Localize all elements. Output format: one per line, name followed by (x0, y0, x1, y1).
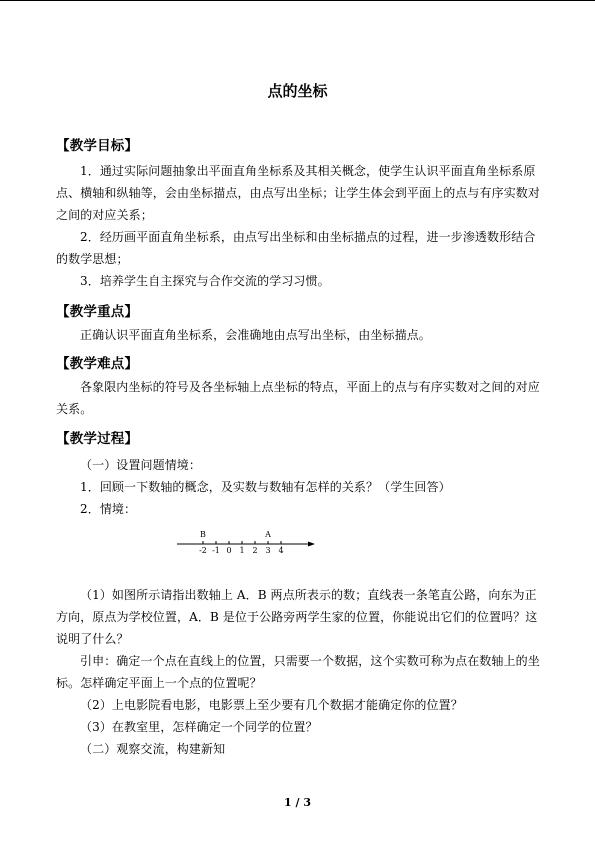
heading-teaching-goals: 【教学目标】 (56, 138, 139, 154)
situation-question-2: （2）上电影院看电影，电影票上至少要有几个数据才能确定你的位置？ (80, 698, 463, 712)
number-line-tick-label: 0 (226, 546, 232, 555)
process-step-1: （一）设置问题情境： (80, 458, 202, 472)
page-number: 1 / 3 (284, 796, 311, 809)
process-question-review: 1．回顾一下数轴的概念，及实数与数轴有怎样的关系？（学生回答） (80, 480, 451, 494)
key-points-paragraph: 正确认识平面直角坐标系，会准确地由点写出坐标，由坐标描点。 (80, 328, 431, 342)
situation-question-1: （1）如图所示请指出数轴上 A．B 两点所表示的数；直线表一条笔直公路，向东为正方向，原点为学校位置，A．B 是位于公路旁两学生家的位置，你能说出它们的位置吗？这说明了什么？ (56, 588, 538, 646)
heading-teaching-key-points: 【教学重点】 (56, 304, 139, 320)
number-line-point-label: B (200, 530, 206, 539)
page-title: 点的坐标 (267, 82, 328, 100)
extension-paragraph: 引申：确定一个点在直线上的位置，只需要一个数据，这个实数可称为点在数轴上的坐标。怎样确定平面上一个点的位置呢？ (56, 654, 540, 690)
number-line-tick-label: -2 (199, 546, 207, 555)
number-line-tick-label: 1 (239, 546, 245, 555)
number-line-tick-label: 2 (252, 546, 258, 555)
number-line-figure (175, 526, 320, 556)
number-line-tick-label: -1 (212, 546, 220, 555)
heading-teaching-difficulties: 【教学难点】 (56, 356, 139, 372)
process-step-2: （二）观察交流，构建新知 (80, 742, 226, 756)
process-situation-label: 2．情境： (80, 502, 137, 516)
goal-paragraph-1: 1．通过实际问题抽象出平面直角坐标系及其相关概念，使学生认识平面直角坐标系原点、横轴和纵轴等，会由坐标描点，由点写出坐标；让学生体会到平面上的点与有序实数对之间的对应关系； (56, 164, 541, 222)
number-line-tick-label: 4 (278, 546, 284, 555)
number-line-arrow-icon (308, 542, 315, 547)
number-line-tick-label: 3 (265, 546, 271, 555)
difficulties-paragraph: 各象限内坐标的符号及各坐标轴上点坐标的特点，平面上的点与有序实数对之间的对应关系。 (56, 380, 540, 416)
goal-paragraph-3: 3．培养学生自主探究与合作交流的学习习惯。 (80, 274, 330, 288)
goal-paragraph-2: 2．经历画平面直角坐标系，由点写出坐标和由坐标描点的过程，进一步渗透数形结合的数学思想； (56, 230, 536, 266)
heading-teaching-process: 【教学过程】 (56, 431, 139, 447)
number-line-point-label: A (265, 530, 271, 539)
situation-question-3: （3）在教室里，怎样确定一个同学的位置？ (80, 720, 318, 734)
